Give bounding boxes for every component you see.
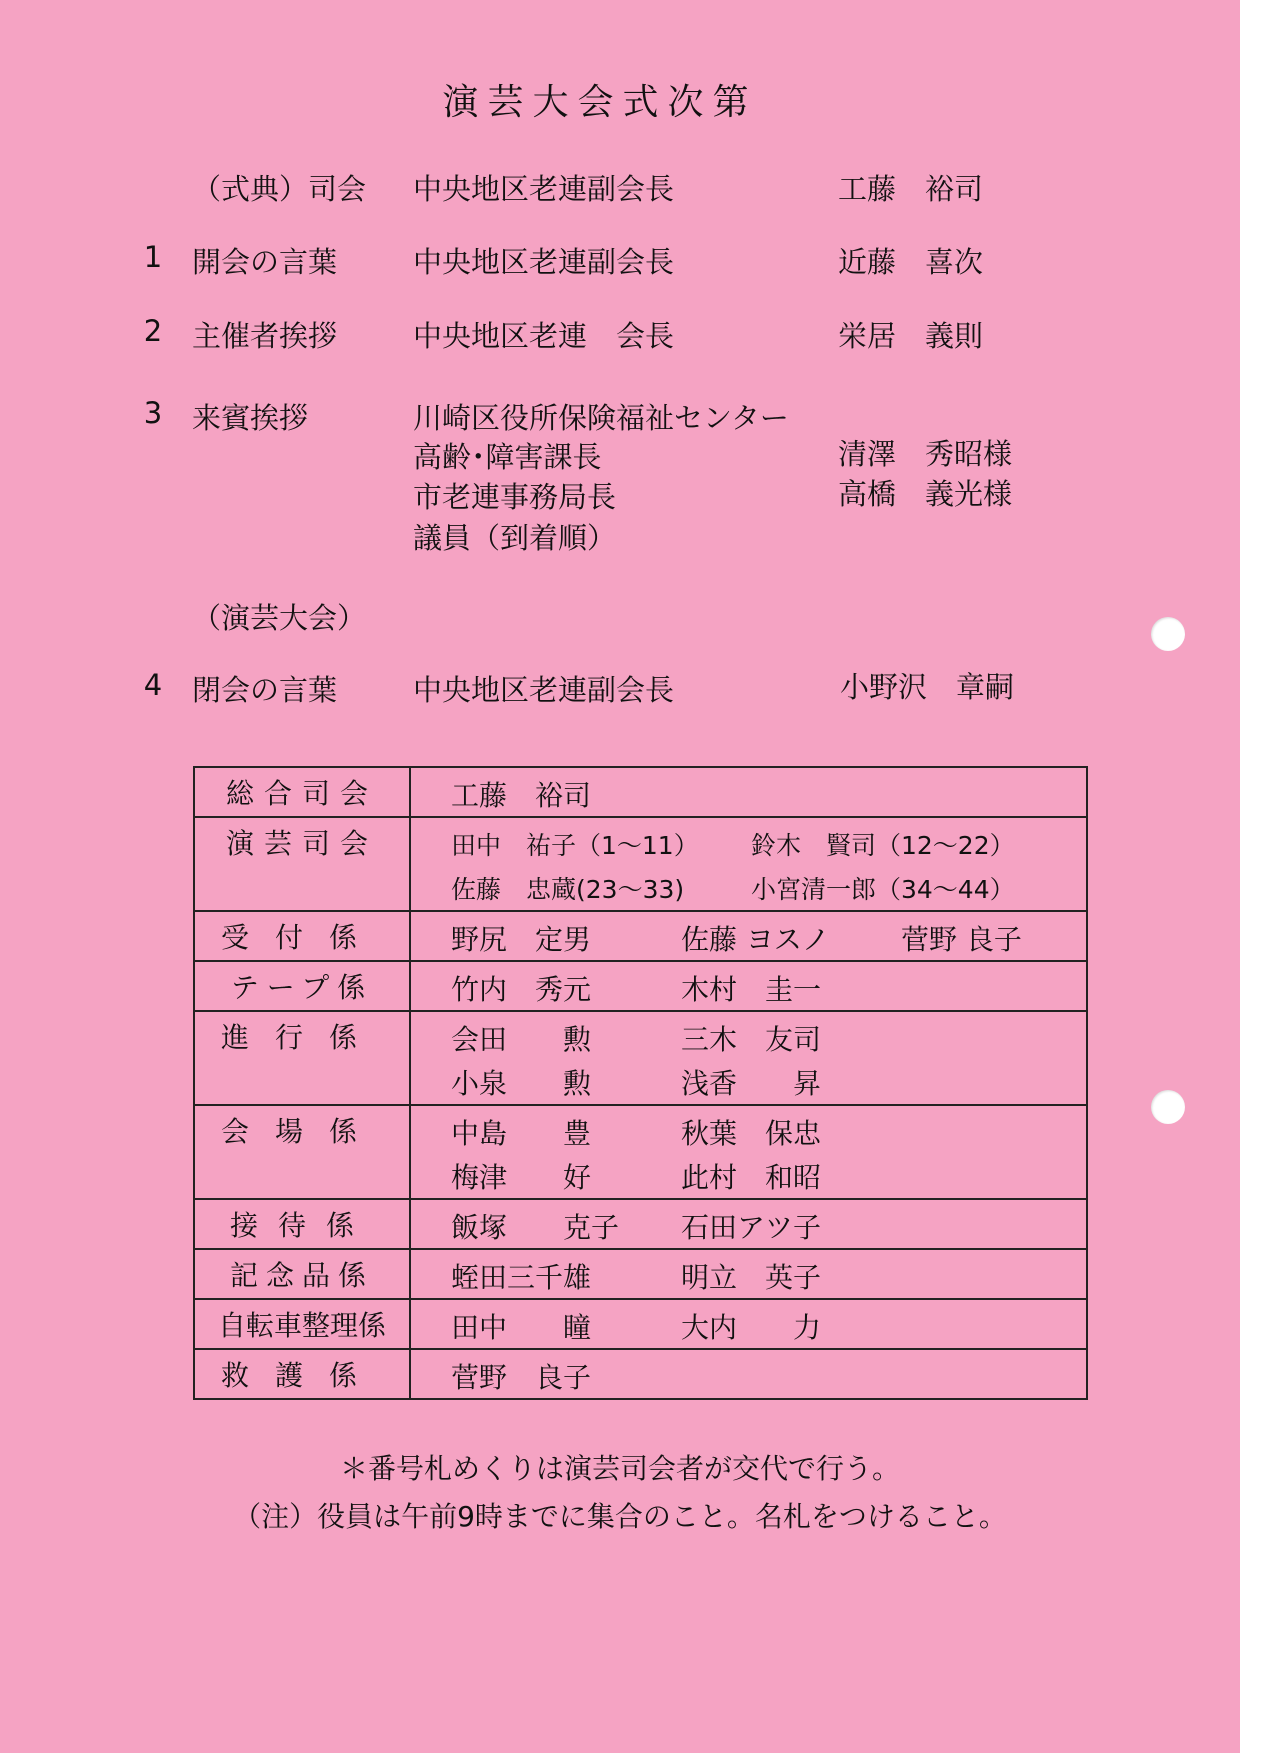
guest-role: 高齢･障害課長 (413, 440, 602, 474)
note-line: ＊番号札めくりは演芸司会者が交代で行う。 (339, 1452, 900, 1485)
ceremony-label: （式典）司会 (192, 172, 367, 206)
staff-role: 救護係 (194, 1349, 410, 1399)
staff-table (193, 766, 1088, 1400)
staff-role: 会場係 (194, 1105, 410, 1199)
program-item-role: 中央地区老連副会長 (413, 673, 675, 707)
staff-name: 会田 勲 (451, 1023, 592, 1056)
program-item-role: 中央地区老連副会長 (413, 245, 675, 279)
page-title: 演芸大会式次第 (442, 82, 758, 123)
entertainment-label: （演芸大会） (192, 601, 367, 635)
staff-role: 自転車整理係 (194, 1299, 410, 1349)
table-row (194, 961, 1087, 1011)
staff-name: 此村 和昭 (681, 1161, 822, 1194)
program-item-label: 来賓挨拶 (192, 401, 309, 435)
guest-role: 川崎区役所保険福祉センター (413, 401, 789, 435)
ceremony-name: 工藤 裕司 (838, 172, 984, 206)
program-item-name: 近藤 喜次 (838, 245, 984, 279)
ceremony-role: 中央地区老連副会長 (413, 172, 675, 206)
staff-role: 記念品係 (194, 1249, 410, 1299)
guest-role: 議員（到着順） (413, 521, 617, 555)
staff-name: 菅野 良子 (451, 1361, 592, 1394)
guest-name: 清澤 秀昭様 (838, 437, 1013, 471)
staff-name: 田中 祐子（1～11） (451, 831, 699, 860)
staff-name: 飯塚 克子 (451, 1211, 620, 1244)
note-line: （注）役員は午前9時までに集合のこと。名札をつけること。 (233, 1500, 1007, 1533)
staff-name: 梅津 好 (451, 1161, 592, 1194)
table-row (194, 1199, 1087, 1249)
staff-name: 佐藤 ヨスノ (681, 923, 830, 956)
guest-name: 高橋 義光様 (838, 477, 1013, 511)
guest-role: 市老連事務局長 (413, 480, 617, 514)
staff-name: 小宮清一郎（34～44） (751, 875, 1015, 904)
table-row (194, 767, 1087, 817)
staff-name: 鈴木 賢司（12～22） (751, 831, 1015, 860)
staff-name: 佐藤 忠蔵(23～33) (451, 875, 685, 904)
staff-name: 菅野 良子 (901, 923, 1022, 956)
table-row (194, 1349, 1087, 1399)
staff-role: 総合司会 (194, 767, 410, 817)
table-row (194, 817, 1087, 911)
program-item-role: 中央地区老連 会長 (413, 319, 675, 353)
table-row (194, 911, 1087, 961)
staff-name: 小泉 勲 (451, 1067, 592, 1100)
program-item-label: 閉会の言葉 (192, 673, 338, 707)
table-row (194, 1249, 1087, 1299)
staff-name: 三木 友司 (681, 1023, 822, 1056)
staff-role: 受付係 (194, 911, 410, 961)
staff-role: 進行係 (194, 1011, 410, 1105)
program-item-label: 開会の言葉 (192, 245, 338, 279)
staff-name: 大内 力 (681, 1311, 822, 1344)
staff-name: 田中 瞳 (451, 1311, 592, 1344)
table-row (194, 1299, 1087, 1349)
program-item-number: 2 (143, 314, 163, 348)
punch-hole-lower (1151, 1090, 1185, 1124)
staff-name: 竹内 秀元 (451, 973, 592, 1006)
program-item-name: 栄居 義則 (838, 319, 984, 353)
program-item-number: 1 (143, 240, 163, 274)
staff-name: 浅香 昇 (681, 1067, 822, 1100)
staff-name: 石田アツ子 (681, 1211, 822, 1244)
program-item-label: 主催者挨拶 (192, 319, 338, 353)
program-item-number: 4 (143, 668, 163, 702)
staff-name: 工藤 裕司 (451, 779, 592, 812)
program-item-name: 小野沢 章嗣 (840, 670, 1015, 704)
staff-name: 木村 圭一 (681, 973, 822, 1006)
staff-name: 中島 豊 (451, 1117, 592, 1150)
program-item-number: 3 (143, 396, 163, 430)
staff-role: 接待係 (194, 1199, 410, 1249)
staff-name: 野尻 定男 (451, 923, 592, 956)
staff-name: 明立 英子 (681, 1261, 822, 1294)
table-row (194, 1105, 1087, 1199)
staff-role: テープ係 (194, 961, 410, 1011)
table-row (194, 1011, 1087, 1105)
punch-hole-upper (1151, 617, 1185, 651)
staff-name: 蛭田三千雄 (451, 1261, 592, 1294)
staff-role: 演芸司会 (194, 817, 410, 911)
staff-name: 秋葉 保忠 (681, 1117, 822, 1150)
